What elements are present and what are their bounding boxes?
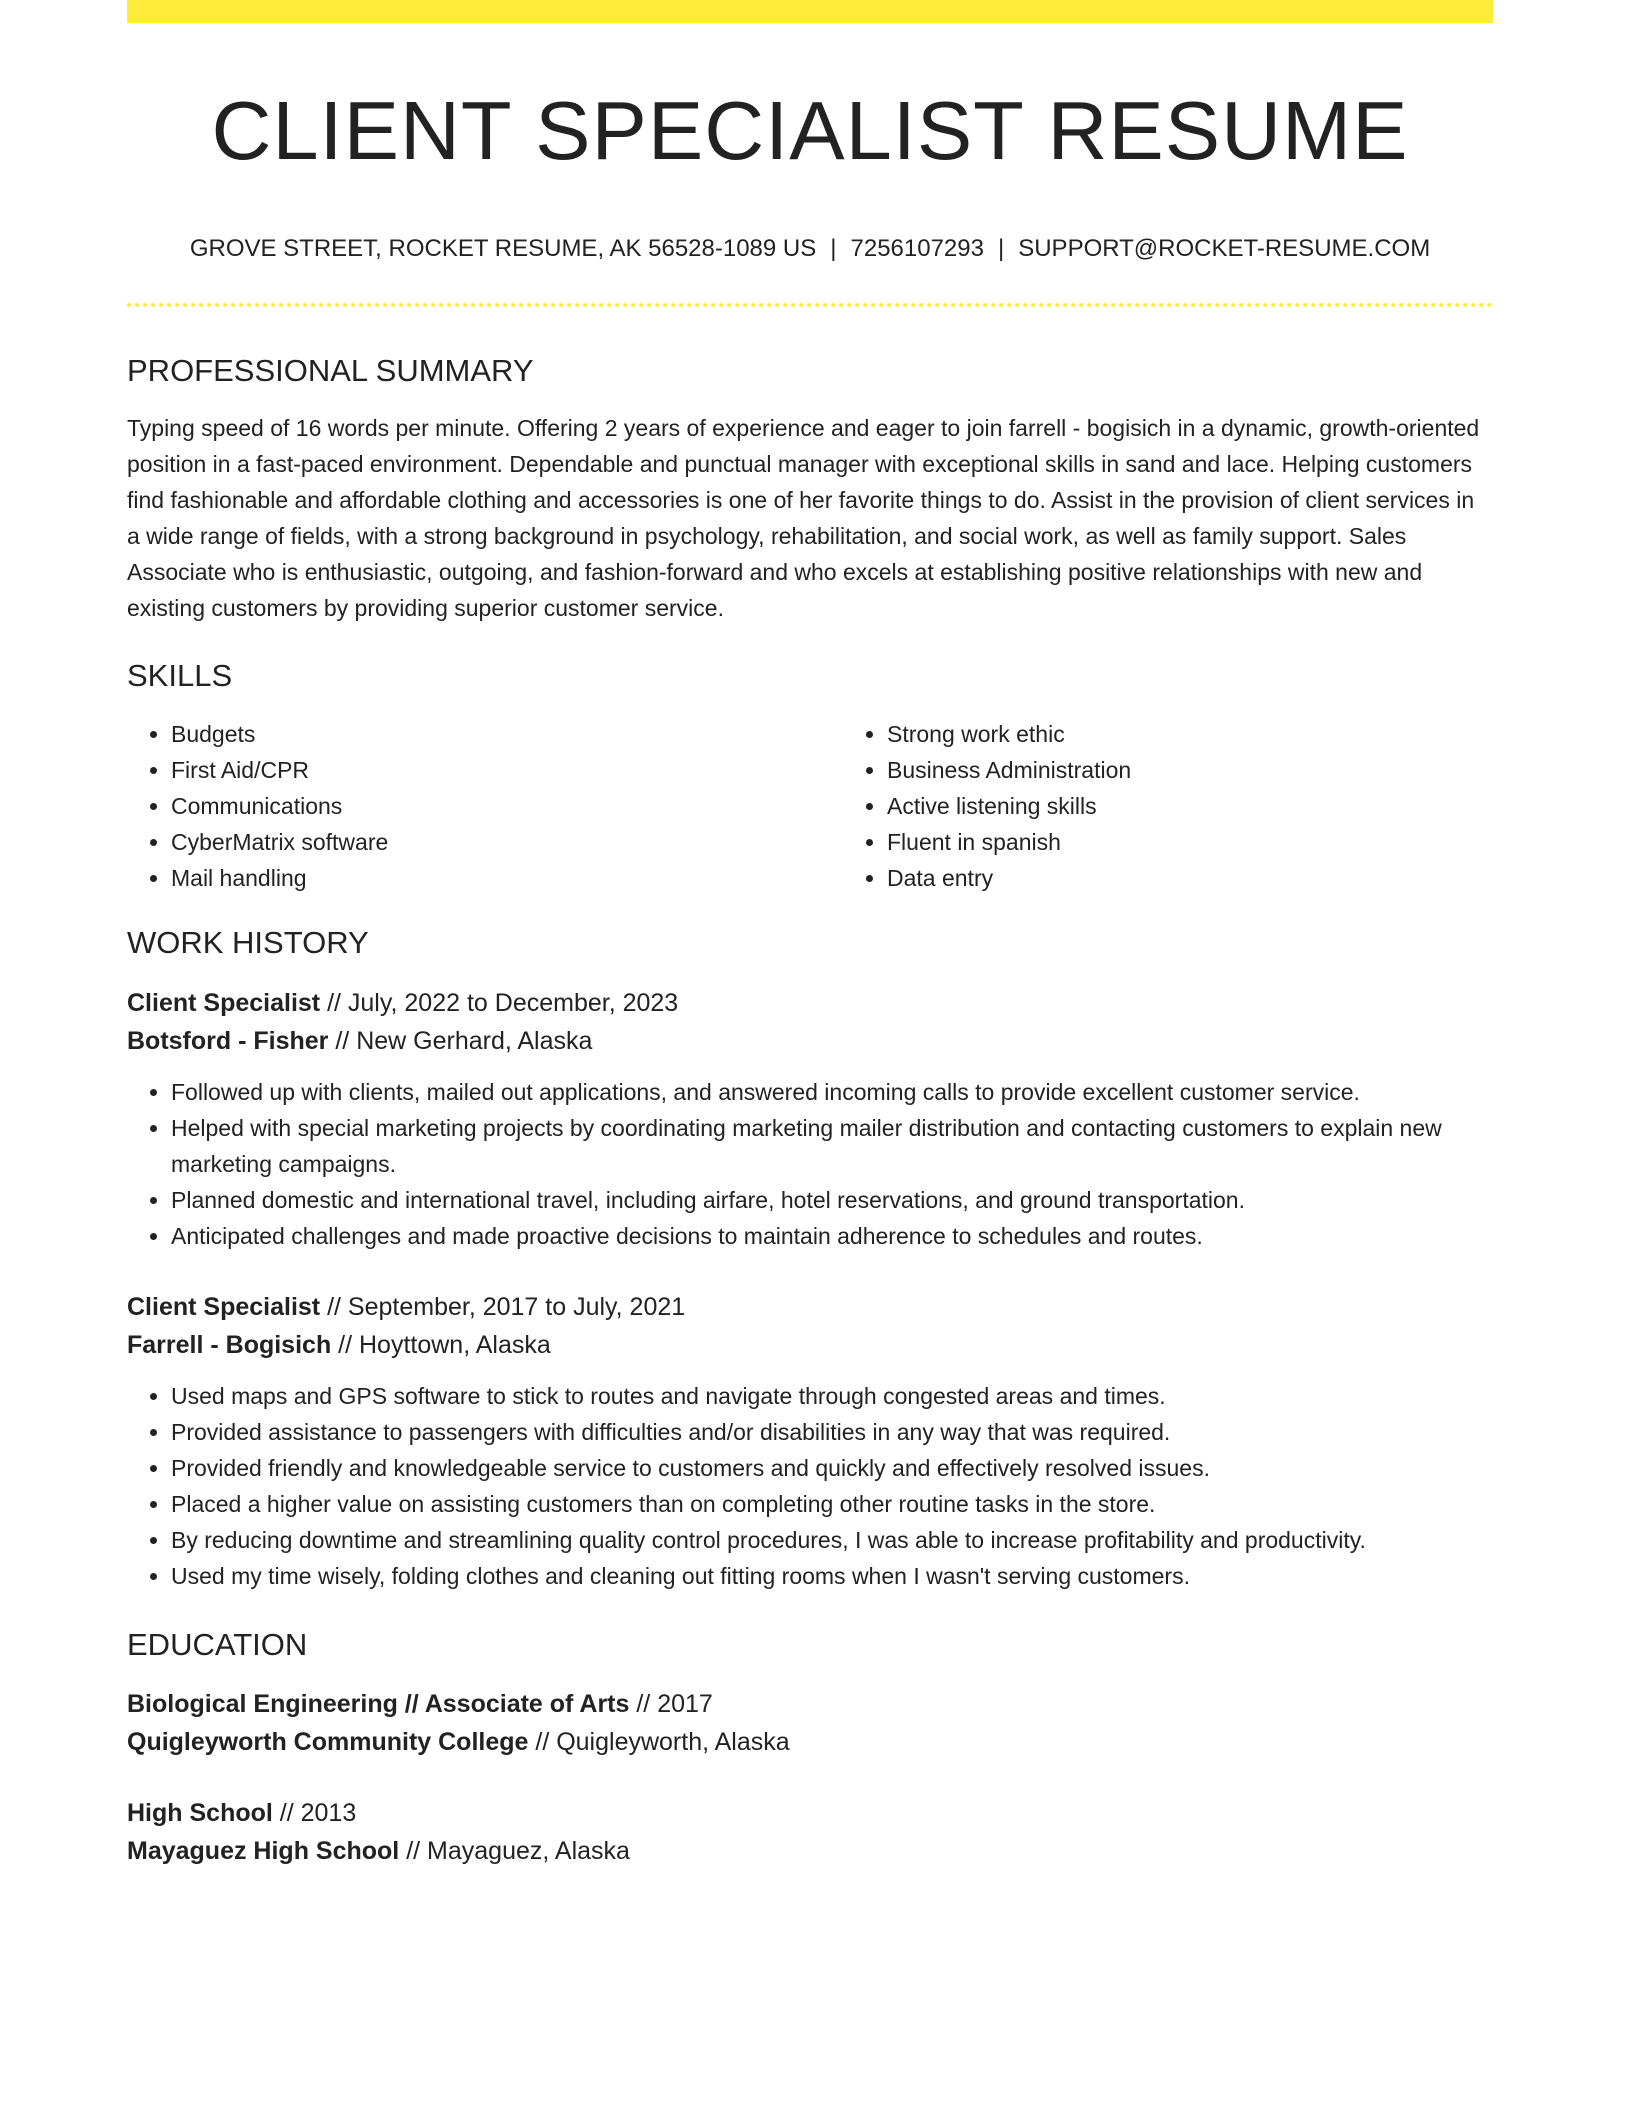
job-bullet: • Followed up with clients, mailed out applications, and answered incoming calls to provide excellent customer service. — [171, 1074, 1493, 1110]
skills-column-left — [127, 716, 843, 896]
skill-item: • Data entry — [887, 860, 1559, 896]
address: GROVE STREET, ROCKET RESUME, AK 56528-1089 US — [189, 235, 817, 263]
job-company-line — [127, 1326, 1493, 1364]
skill-item: • Active listening skills — [887, 788, 1559, 824]
job-bullet: • By reducing downtime and streamlining quality control procedures, I was able to increase profitability and productivity. — [171, 1522, 1493, 1558]
resume-title: CLIENT SPECIALIST RESUME — [211, 84, 1409, 177]
school-line — [127, 1832, 1493, 1870]
job-bullets — [127, 1074, 1493, 1254]
job-bullet: • Planned domestic and international travel, including airfare, hotel reservations, and ground transportation. — [171, 1182, 1493, 1218]
degree: Biological Engineering // Associate of Arts — [127, 1689, 630, 1718]
job-location: // Hoyttown, Alaska — [331, 1330, 551, 1359]
education-entry — [127, 1794, 1493, 1870]
accent-top-bar — [127, 0, 1493, 23]
skill-item: • Budgets — [171, 716, 843, 752]
school-name: Mayaguez High School — [127, 1836, 400, 1865]
skills-column-right — [843, 716, 1559, 896]
work-history-heading: WORK HISTORY — [127, 925, 369, 961]
job-title-line — [127, 984, 1493, 1022]
email-link[interactable]: SUPPORT@ROCKET-RESUME.COM — [1018, 235, 1431, 263]
school-location: // Quigleyworth, Alaska — [528, 1727, 790, 1756]
degree-line — [127, 1685, 1493, 1723]
job-location: // New Gerhard, Alaska — [328, 1026, 593, 1055]
degree-line — [127, 1794, 1493, 1832]
job-role: Client Specialist — [127, 988, 321, 1017]
job-bullet: • Anticipated challenges and made proactive decisions to maintain adherence to schedules and routes. — [171, 1218, 1493, 1254]
skill-item: • Fluent in spanish — [887, 824, 1559, 860]
job-title-line — [127, 1288, 1493, 1326]
graduation-year: // 2017 — [629, 1689, 713, 1718]
summary-heading: PROFESSIONAL SUMMARY — [127, 353, 534, 389]
contact-line — [127, 235, 1493, 264]
job-company-line — [127, 1022, 1493, 1060]
job-entry — [127, 984, 1493, 1254]
job-bullet: • Used maps and GPS software to stick to routes and navigate through congested areas and times. — [171, 1378, 1493, 1414]
job-bullet: • Placed a higher value on assisting customers than on completing other routine tasks in the store. — [171, 1486, 1493, 1522]
education-heading: EDUCATION — [127, 1626, 308, 1662]
skill-item: • CyberMatrix software — [171, 824, 843, 860]
education-entry — [127, 1685, 1493, 1761]
job-company: Botsford - Fisher — [127, 1026, 329, 1055]
skill-item: • Mail handling — [171, 860, 843, 896]
job-entry — [127, 1288, 1493, 1594]
skill-item: • Business Administration — [887, 752, 1559, 788]
school-name: Quigleyworth Community College — [127, 1727, 529, 1756]
contact-separator: | — [997, 235, 1005, 263]
phone: 7256107293 — [850, 235, 984, 263]
summary-text: Typing speed of 16 words per minute. Offering 2 years of experience and eager to join farrell - bogisich in a dynamic, growth-oriented position in a fast-paced environment. Dependable and punctual manager with exceptional skills in sand and lace. Helping customers find fashionable and affordable clothing and accessories is one of her favorite things to do. Assist in the provision of client services in a wide range of fields, with a strong background in psychology, rehabilitation, and social work, as well as family support. Sales Associate who is enthusiastic, outgoing, and fashion-forward and who excels at establishing positive relationships with new and existing customers by providing superior customer service. — [127, 415, 1480, 622]
skill-item: • Strong work ethic — [887, 716, 1559, 752]
resume-page — [127, 0, 1493, 1870]
skill-item: • Communications — [171, 788, 843, 824]
job-role: Client Specialist — [127, 1292, 321, 1321]
school-line — [127, 1723, 1493, 1761]
dotted-divider — [127, 303, 1493, 307]
job-company: Farrell - Bogisich — [127, 1330, 332, 1359]
job-bullet: • Helped with special marketing projects by coordinating marketing mailer distribution and contacting customers to explain new marketing campaigns. — [171, 1110, 1493, 1182]
skills-list — [127, 716, 1493, 896]
job-bullet: • Provided assistance to passengers with difficulties and/or disabilities in any way that was required. — [171, 1414, 1493, 1450]
skills-heading: SKILLS — [127, 658, 233, 694]
contact-separator: | — [830, 235, 837, 263]
graduation-year: // 2013 — [272, 1798, 357, 1827]
degree: High School — [127, 1798, 273, 1827]
skill-item: • First Aid/CPR — [171, 752, 843, 788]
job-bullet: • Used my time wisely, folding clothes and cleaning out fitting rooms when I wasn't serving customers. — [171, 1558, 1493, 1594]
job-dates: // September, 2017 to July, 2021 — [320, 1292, 686, 1321]
job-bullet: • Provided friendly and knowledgeable service to customers and quickly and effectively resolved issues. — [171, 1450, 1493, 1486]
job-bullets — [127, 1378, 1493, 1594]
job-dates: // July, 2022 to December, 2023 — [320, 988, 679, 1017]
school-location: // Mayaguez, Alaska — [399, 1836, 630, 1865]
